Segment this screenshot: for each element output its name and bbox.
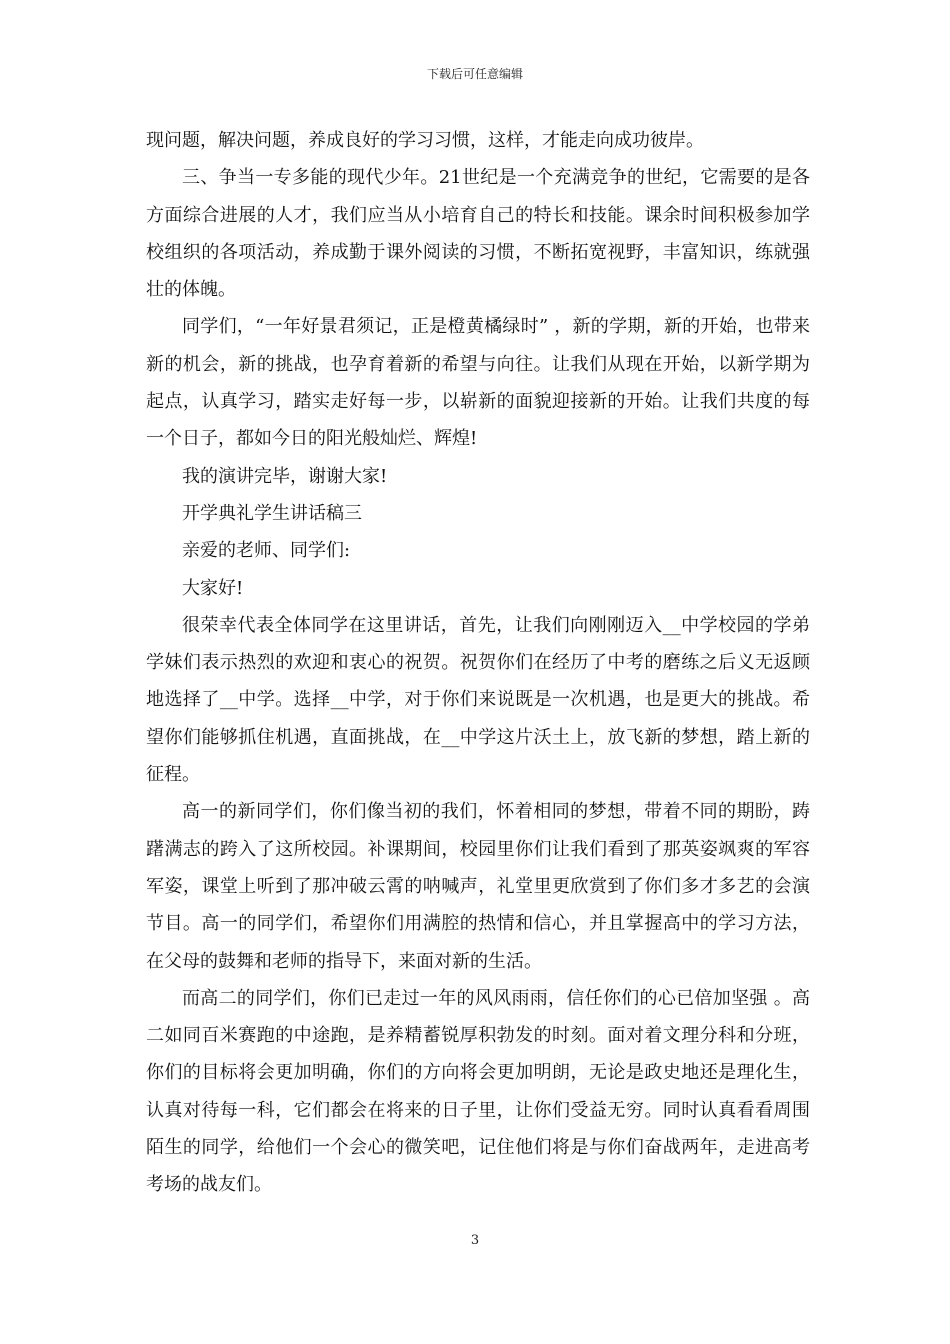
greeting: 大家好! bbox=[182, 577, 244, 599]
paragraph-thanks: 我的演讲完毕，谢谢大家! bbox=[182, 465, 388, 487]
paragraph-grade-one: 高一的新同学们，你们像当初的我们，怀着相同的梦想，带着不同的期盼，踌躇满志的跨入了这所校园。补课期间，校园里你们让我们看到了那英姿飒爽的军容军姿，课堂上听到了那冲破云霄的呐喊声，礼堂里更欣赏到了你们多才多艺的会演节目。高一的同学们，希望你们用满腔的热情和信心，并且掌握高中的学习方法，在父母的鼓舞和老师的指导下，来面对新的生活。 bbox=[146, 801, 810, 972]
page-header: 下载后可任意编辑 bbox=[426, 67, 523, 81]
salutation: 亲爱的老师、同学们: bbox=[182, 540, 351, 562]
section-title: 开学典礼学生讲话稿三 bbox=[182, 502, 362, 524]
paragraph-continuation: 现问题，解决问题，养成良好的学习习惯，这样，才能走向成功彼岸。 bbox=[146, 130, 704, 151]
paragraph-point-three: 三、争当一专多能的现代少年。21世纪是一个充满竞争的世纪，它需要的是各方面综合进展的人才，我们应当从小培育自己的特长和技能。课余时间积极参加学校组织的各项活动，养成勤于课外阅读的习惯，不断拓宽视野，丰富知识，练就强壮的体魄。 bbox=[146, 167, 810, 301]
paragraph-closing-wish: 同学们，“一年好景君须记，正是橙黄橘绿时” ，新的学期，新的开始，也带来新的机会，新的挑战，也孕育着新的希望与向往。让我们从现在开始，以新学期为起点，认真学习，踏实走好每一步，以崭新的面貌迎接新的开始。让我们共度的每一个日子，都如今日的阳光般灿烂、辉煌! bbox=[146, 316, 810, 450]
paragraph-welcome: 很荣幸代表全体同学在这里讲话，首先，让我们向刚刚迈入__中学校园的学弟学妹们表示热烈的欢迎和衷心的祝贺。祝贺你们在经历了中考的磨练之后义无返顾地选择了__中学。选择__中学，对于你们来说既是一次机遇，也是更大的挑战。希望你们能够抓住机遇，直面挑战，在__中学这片沃土上，放飞新的梦想，踏上新的征程。 bbox=[146, 614, 810, 786]
page-number: 3 bbox=[470, 1233, 480, 1248]
paragraph-grade-two: 而高二的同学们，你们已走过一年的风风雨雨，信任你们的心已倍加坚强 。高二如同百米赛跑的中途跑，是养精蓄锐厚积勃发的时刻。面对着文理分科和分班，你们的目标将会更加明确，你们的方向将会更加明朗，无论是政史地还是理化生，认真对待每一科，它们都会在将来的日子里，让你们受益无穷。同时认真看看周围陌生的同学，给他们一个会心的微笑吧，记住他们将是与你们奋战两年，走进高考考场的战友们。 bbox=[146, 987, 810, 1196]
document-body bbox=[146, 122, 810, 1204]
